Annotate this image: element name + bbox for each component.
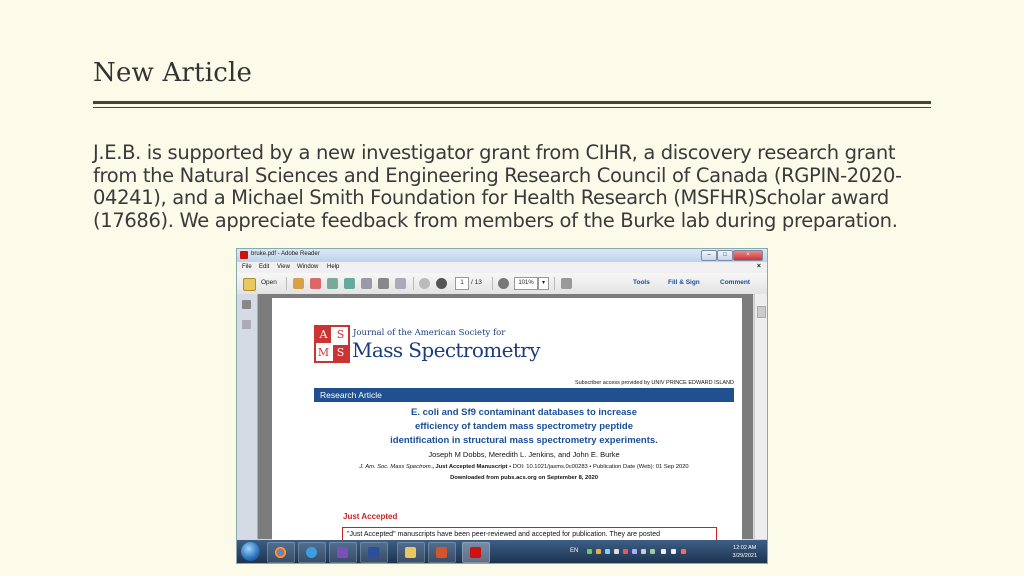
taskbar-media-player[interactable] [360,542,388,563]
folder-icon [405,547,416,558]
slide-title: New Article [93,58,253,88]
journal-name-line2: Mass Spectrometry [352,338,540,362]
logo-letter: A [316,327,331,343]
taskbar-powerpoint[interactable] [428,542,456,563]
taskbar-visual-studio[interactable] [329,542,357,563]
article-type-banner: Research Article [314,388,734,402]
title-line: identification in structural mass spectrometry experiments. [390,435,658,446]
scrollbar-thumb[interactable] [757,306,766,318]
subscriber-access: Subscriber access provided by UNIV PRINCE EDWARD ISLAND [574,380,734,386]
title-line: E. coli and Sf9 contaminant databases to increase [411,407,637,418]
citation-manuscript: , Just Accepted Manuscript [432,464,508,470]
pdf-page [272,298,742,542]
window-titlebar [237,249,767,262]
fit-page-icon[interactable] [561,278,572,289]
article-authors: Joseph M Dobbs, Meredith L. Jenkins, and John E. Burke [428,450,620,459]
clock-date: 3/29/2021 [732,553,757,559]
page-number-field[interactable]: 1 [455,277,469,290]
toolbar [237,273,767,295]
tray-icon[interactable] [605,549,610,554]
tray-icon[interactable] [623,549,628,554]
download-note: Downloaded from pubs.acs.org on September 8, 2020 [450,475,598,481]
visual-studio-icon [337,547,348,558]
fill-sign-link[interactable]: Fill & Sign [668,279,700,286]
network-icon[interactable] [661,549,666,554]
document-close-icon[interactable]: × [756,263,761,270]
zoom-field[interactable]: 101% [514,277,538,290]
just-accepted-heading: Just Accepted [343,512,398,521]
export-pdf-icon[interactable] [310,278,321,289]
maximize-button[interactable]: □ [717,250,733,261]
cloud-upload-icon[interactable] [344,278,355,289]
article-title [314,406,734,448]
tray-icon[interactable] [596,549,601,554]
taskbar-adobe-reader[interactable] [462,542,490,563]
embedded-screenshot [236,248,768,564]
logo-letter: S [333,345,348,361]
toolbar-separator [286,277,287,290]
internet-explorer-icon [306,547,317,558]
document-area [258,294,753,539]
volume-icon[interactable] [671,549,676,554]
minimize-button[interactable]: – [701,250,717,261]
logo-letter: M [317,346,330,359]
next-page-icon[interactable] [436,278,447,289]
adobe-reader-icon [240,251,248,259]
tray-icon[interactable] [587,549,592,554]
navigation-panel [237,294,258,539]
menu-view[interactable]: View [277,264,290,270]
title-rule-thin [93,107,931,108]
adobe-reader-icon [470,547,481,558]
open-button-label[interactable]: Open [261,279,277,286]
language-indicator[interactable]: EN [570,548,579,554]
toolbar-separator [554,277,555,290]
title-rule-thick [93,101,931,104]
create-pdf-icon[interactable] [293,278,304,289]
chrome-icon [275,547,286,558]
clock-time: 12:02 AM [733,545,757,551]
action-center-icon[interactable] [681,549,686,554]
page-total: / 13 [471,279,482,286]
window-title: bruke.pdf - Adobe Reader [251,251,320,257]
close-button[interactable]: × [733,250,763,261]
citation-details: • DOI: 10.1021/jasms.0c00283 • Publication Date (Web): 01 Sep 2020 [507,464,689,470]
title-line: efficiency of tandem mass spectrometry peptide [414,421,634,432]
slide-body-text: J.E.B. is supported by a new investigator grant from CIHR, a discovery research grant from the Natural Sciences and Engineering Research Council of Canada (RGPIN-2020-04241), and a Michael Smith Foundation for Health Research (MSFHR)Scholar award (17686). We appreciate feedback from members of the Burke lab during preparation. [93,141,902,232]
article-citation [314,464,734,470]
asms-logo [314,325,350,363]
attachments-panel-icon[interactable] [242,320,251,329]
citation-journal: J. Am. Soc. Mass Spectrom. [359,464,433,470]
taskbar-file-explorer[interactable] [397,542,425,563]
journal-name-line1: Journal of the American Society for [353,328,506,338]
taskbar-chrome[interactable] [267,542,295,563]
tray-icon[interactable] [614,549,619,554]
menu-help[interactable]: Help [327,264,340,270]
toolbar-separator [492,277,493,290]
edit-icon[interactable] [327,278,338,289]
just-accepted-notice: "Just Accepted" manuscripts have been peer-reviewed and accepted for publication. They are posted [342,527,717,542]
open-folder-icon[interactable] [243,278,256,291]
tools-link[interactable]: Tools [633,279,650,286]
media-player-icon [368,547,379,558]
start-button-icon[interactable] [241,542,260,561]
previous-page-icon[interactable] [419,278,430,289]
menu-file[interactable]: File [242,264,252,270]
logo-letter: S [333,327,348,343]
pages-panel-icon[interactable] [242,300,251,309]
zoom-dropdown-chevron-down-icon[interactable]: ▾ [538,277,549,290]
tray-icon[interactable] [650,549,655,554]
save-icon[interactable] [361,278,372,289]
toolbar-separator [413,277,414,290]
email-icon[interactable] [395,278,406,289]
windows-taskbar [237,540,767,563]
menu-window[interactable]: Window [297,264,319,270]
powerpoint-icon [436,547,447,558]
comment-link[interactable]: Comment [720,279,750,286]
vertical-scrollbar[interactable] [754,294,767,539]
taskbar-internet-explorer[interactable] [298,542,326,563]
zoom-out-icon[interactable] [498,278,509,289]
tray-clock[interactable] [733,544,757,560]
print-icon[interactable] [378,278,389,289]
tray-icon[interactable] [641,549,646,554]
menu-edit[interactable]: Edit [259,264,270,270]
tray-icon[interactable] [632,549,637,554]
